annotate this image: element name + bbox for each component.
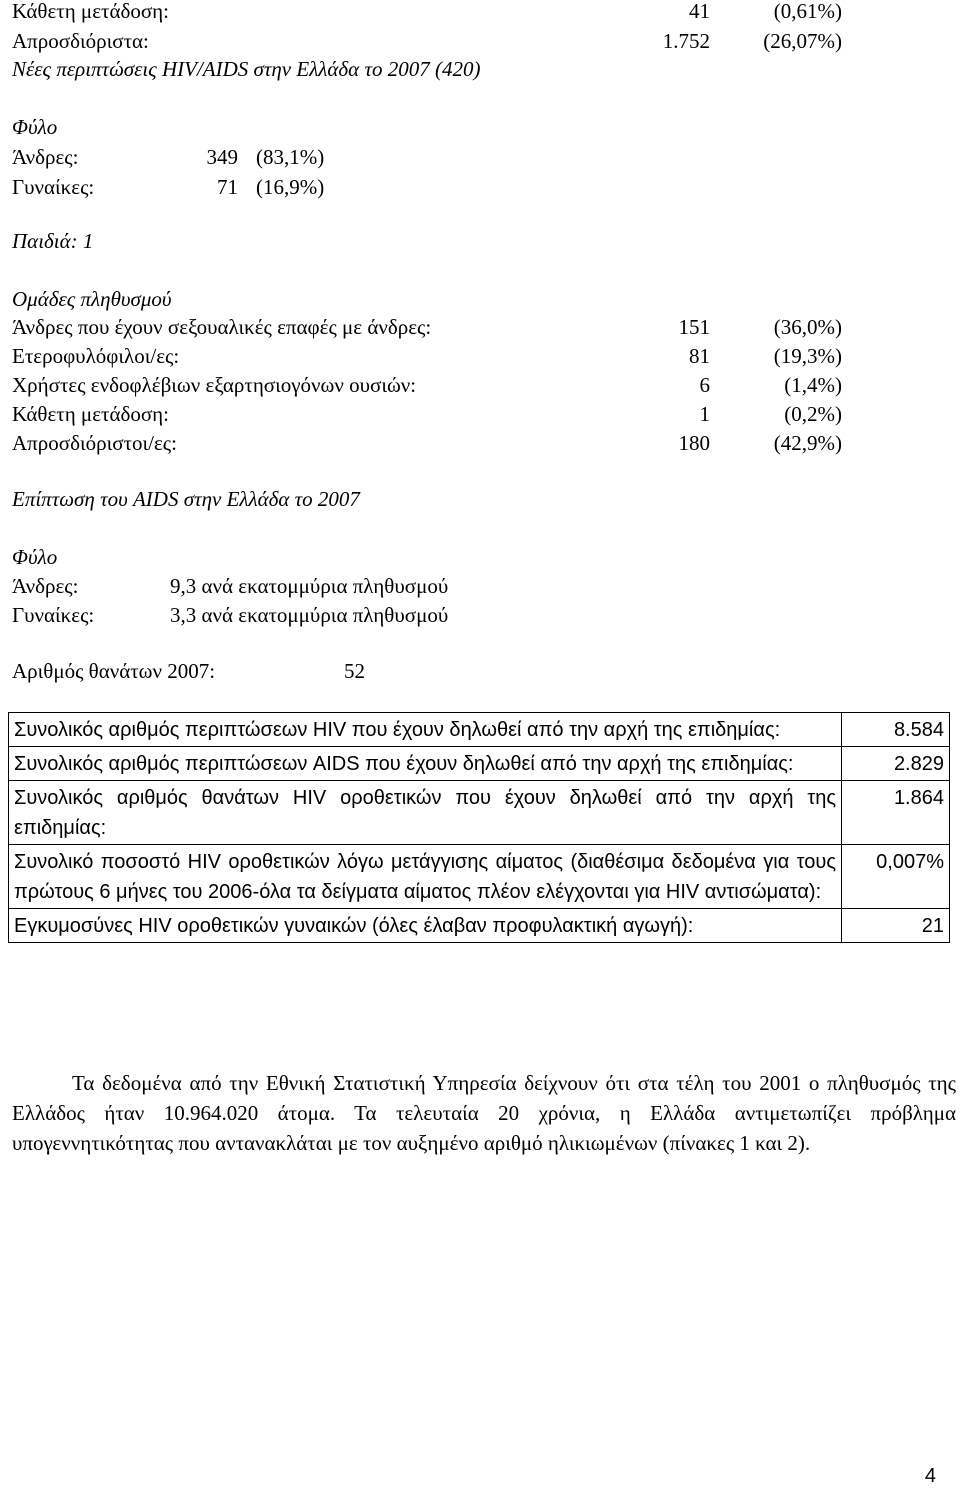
top-row-pct: (0,61%) [773, 0, 842, 23]
group-row-label: Χρήστες ενδοφλέβιων εξαρτησιογόνων ουσιών: [12, 373, 417, 397]
groups-heading: Ομάδες πληθυσμού [12, 287, 172, 311]
new-cases-title: Νέες περιπτώσεις HIV/AIDS στην Ελλάδα το 2007 (420) [12, 57, 481, 81]
group-row-value: 180 [678, 431, 710, 455]
summary-value: 21 [842, 909, 950, 943]
summary-value: 0,007% [842, 845, 950, 909]
table-row [9, 781, 950, 845]
table-row [9, 747, 950, 781]
table-row [9, 713, 950, 747]
summary-label: Συνολικός αριθμός περιπτώσεων HIV που έχουν δηλωθεί από την αρχή της επιδημίας: [9, 713, 842, 747]
group-row-value: 6 [699, 373, 710, 397]
incidence-row-label: Γυναίκες: [12, 603, 95, 627]
group-row-value: 1 [699, 402, 710, 426]
deaths-label: Αριθμός θανάτων 2007: [12, 659, 216, 683]
summary-label: Συνολικό ποσοστό HIV οροθετικών λόγω μετάγγισης αίματος (διαθέσιμα δεδομένα για τους πρώτους 6 μήνες του 2006-όλα τα δείγματα αίματος πλέον ελέγχονται για HIV αντισώματα): [9, 845, 842, 909]
top-row-label: Απροσδιόριστα: [12, 29, 149, 53]
sex-row-label: Γυναίκες: [12, 175, 95, 199]
group-row-pct: (19,3%) [773, 344, 842, 368]
summary-value: 8.584 [842, 713, 950, 747]
deaths-value: 52 [344, 659, 365, 683]
sex-row-value: 349 [206, 145, 238, 169]
incidence-title: Επίπτωση του AIDS στην Ελλάδα το 2007 [12, 487, 360, 511]
top-row-value: 41 [689, 0, 710, 23]
incidence-row-label: Άνδρες: [12, 574, 79, 598]
group-row-pct: (42,9%) [773, 431, 842, 455]
group-row-pct: (1,4%) [784, 373, 842, 397]
sex-row-pct: (83,1%) [256, 145, 325, 169]
incidence-row-value: 3,3 ανά εκατομμύρια πληθυσμού [170, 603, 449, 627]
group-row-label: Ετεροφυλόφιλοι/ες: [12, 344, 180, 368]
group-row-label: Άνδρες που έχουν σεξουαλικές επαφές με άνδρες: [12, 315, 432, 339]
group-row-label: Απροσδιόριστοι/ες: [12, 431, 177, 455]
incidence-row-value: 9,3 ανά εκατομμύρια πληθυσμού [170, 574, 449, 598]
group-row-pct: (36,0%) [773, 315, 842, 339]
summary-label: Συνολικός αριθμός θανάτων HIV οροθετικών που έχουν δηλωθεί από την αρχή της επιδημίας: [9, 781, 842, 845]
children-label [12, 226, 93, 256]
group-row-value: 81 [689, 344, 710, 368]
summary-label: Εγκυμοσύνες HIV οροθετικών γυναικών (όλες έλαβαν προφυλακτική αγωγή): [9, 909, 842, 943]
sex-row-pct: (16,9%) [256, 175, 325, 199]
summary-value: 1.864 [842, 781, 950, 845]
sex-heading: Φύλο [12, 115, 58, 139]
summary-value: 2.829 [842, 747, 950, 781]
sex-row-label: Άνδρες: [12, 145, 79, 169]
page-number: 4 [924, 1465, 936, 1487]
sex-row-value: 71 [217, 175, 238, 199]
group-row-pct: (0,2%) [784, 402, 842, 426]
top-row-value: 1.752 [662, 29, 710, 53]
table-row [9, 845, 950, 909]
body-paragraph: Τα δεδομένα από την Εθνική Στατιστική Υπηρεσία δείχνουν ότι στα τέλη του 2001 ο πληθυσμός της Ελλάδος ήταν 10.964.020 άτομα. Τα τελευταία 20 χρόνια, η Ελλάδα αντιμετωπίζει πρόβλημα υπογεννητικότητας που αντανακλάται με τον αυξημένο αριθμό ηλικιωμένων (πίνακες 1 και 2). [12, 1071, 956, 1155]
table-row [9, 909, 950, 943]
incidence-sex-heading: Φύλο [12, 545, 58, 569]
top-row-pct: (26,07%) [763, 29, 842, 53]
summary-label: Συνολικός αριθμός περιπτώσεων AIDS που έχουν δηλωθεί από την αρχή της επιδημίας: [9, 747, 842, 781]
group-row-label: Κάθετη μετάδοση: [12, 402, 169, 426]
top-row-label: Κάθετη μετάδοση: [12, 0, 169, 23]
children-text: Παιδιά: 1 [12, 229, 94, 253]
summary-table [8, 712, 950, 943]
group-row-value: 151 [678, 315, 710, 339]
